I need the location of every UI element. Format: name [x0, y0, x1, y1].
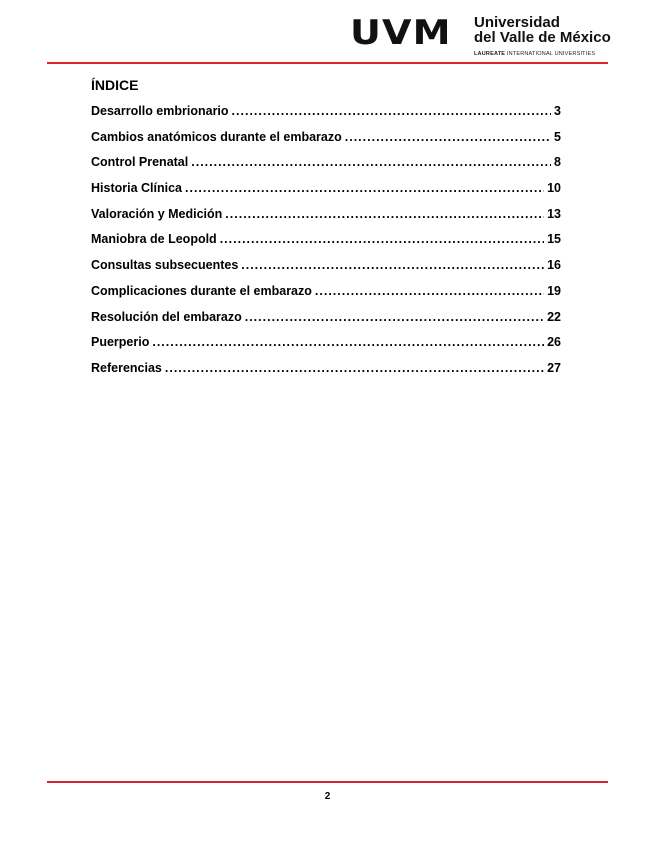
laureate-tag-bold: LAUREATE [474, 51, 506, 57]
university-name-line1: Universidad [474, 14, 560, 31]
toc-leader-dots [152, 335, 544, 349]
toc-entry-page: 16 [547, 258, 561, 273]
toc-entry-label: Maniobra de Leopold [91, 232, 217, 247]
toc-entry-label: Cambios anatómicos durante el embarazo [91, 129, 342, 144]
toc-leader-dots [185, 181, 544, 195]
toc-leader-dots [315, 284, 544, 298]
header-divider [47, 62, 608, 64]
page-header [0, 0, 655, 64]
toc-entry [91, 155, 561, 181]
footer-divider [47, 781, 608, 783]
toc-entry [91, 207, 561, 233]
toc-leader-dots [191, 155, 551, 169]
toc-leader-dots [245, 310, 544, 324]
toc-entry-page: 26 [547, 335, 561, 350]
toc-leader-dots [345, 130, 551, 144]
toc-leader-dots [220, 232, 544, 246]
toc-entry-label: Valoración y Medición [91, 206, 223, 221]
toc-leader-dots [241, 258, 544, 272]
toc-entry-label: Consultas subsecuentes [91, 258, 239, 273]
toc-entry-label: Referencias [91, 360, 162, 375]
page-number: 2 [324, 791, 331, 802]
toc-leader-dots [232, 104, 552, 118]
toc-entry-label: Puerperio [91, 335, 150, 350]
university-name-line2: del Valle de México [474, 29, 611, 46]
toc-entry-page: 19 [547, 283, 561, 298]
toc-entry-label: Complicaciones durante el embarazo [91, 283, 312, 298]
table-of-contents [91, 104, 561, 387]
toc-entry-page: 5 [554, 129, 561, 144]
toc-entry-label: Control Prenatal [91, 155, 189, 170]
laureate-tagline [474, 51, 614, 58]
toc-entry [91, 258, 561, 284]
toc-entry [91, 181, 561, 207]
toc-entry-page: 8 [554, 155, 561, 170]
toc-entry [91, 310, 561, 336]
toc-entry [91, 335, 561, 361]
uvm-logo: UVM [350, 13, 452, 53]
toc-entry-page: 3 [554, 104, 561, 118]
toc-entry-label: Resolución del embarazo [91, 309, 242, 324]
toc-leader-dots [165, 361, 544, 375]
toc-entry [91, 361, 561, 387]
toc-entry [91, 232, 561, 258]
toc-entry [91, 284, 561, 310]
toc-entry [91, 130, 561, 156]
toc-entry-label: Desarrollo embrionario [91, 104, 229, 118]
university-name [474, 15, 614, 58]
toc-entry-page: 27 [547, 360, 561, 375]
laureate-tag-rest: INTERNATIONAL UNIVERSITIES [505, 51, 596, 57]
toc-leader-dots [225, 207, 544, 221]
toc-entry-page: 22 [547, 309, 561, 324]
toc-entry [91, 104, 561, 130]
toc-entry-page: 15 [547, 232, 561, 247]
toc-entry-page: 13 [547, 206, 561, 221]
toc-entry-label: Historia Clínica [91, 181, 182, 196]
page-title: ÍNDICE [91, 77, 139, 93]
toc-entry-page: 10 [547, 181, 561, 196]
